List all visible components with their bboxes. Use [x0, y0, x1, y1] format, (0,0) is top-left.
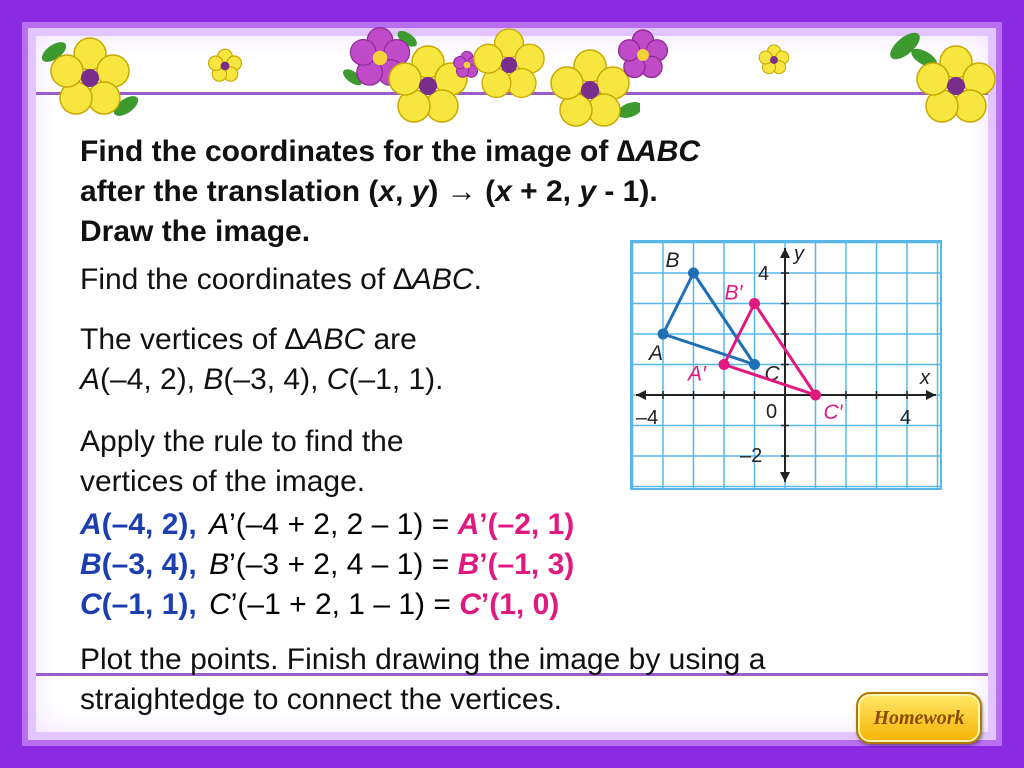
find-coordinates-text: [80, 263, 482, 297]
minus-one: - 1).: [596, 175, 658, 208]
comma: ,: [395, 175, 412, 208]
vertex-c-val: (–1, 1).: [348, 363, 444, 396]
eq-res-val: ’(1, 0): [480, 588, 560, 621]
image-vertex-label: A′: [688, 362, 706, 386]
equation-row-b: [80, 545, 574, 585]
find-coords-b: ABC: [411, 263, 474, 296]
tick-label-neg4: –4: [636, 407, 659, 429]
yellow-flower-icon: [40, 28, 140, 128]
vertex-c-letter: C: [326, 363, 349, 396]
abc-vertex-point: [749, 359, 760, 370]
homework-button[interactable]: Homework: [856, 692, 982, 744]
var-y: y: [411, 175, 429, 208]
vertex-a-letter: A: [80, 363, 101, 396]
apply-line2: vertices of the image.: [80, 465, 366, 498]
tick-label-zero: 0: [766, 401, 778, 423]
eq-prime-letter: B: [209, 548, 230, 581]
image-vertex-point: [810, 390, 821, 401]
eq-res-val: ’(–2, 1): [479, 508, 575, 541]
eq-orig-val: (–3, 4),: [101, 548, 197, 581]
var-x: x: [378, 175, 396, 208]
apply-line1: Apply the rule to find the: [80, 425, 404, 458]
eq-orig-val: (–1, 1),: [101, 588, 197, 621]
equation-row-a: [80, 505, 574, 545]
var-y: y: [579, 175, 596, 208]
eq-expr: ’(–1 + 2, 1 – 1) =: [230, 588, 460, 621]
problem-line3: Draw the image.: [80, 215, 311, 248]
eq-orig-letter: C: [80, 588, 102, 621]
eq-prime-letter: A: [209, 508, 230, 541]
abc-vertex-point: [658, 329, 669, 340]
abc-vertex-label: C: [764, 362, 780, 386]
eq-expr: ’(–3 + 2, 4 – 1) =: [229, 548, 458, 581]
vertices-b: ABC: [303, 323, 366, 356]
y-axis-label: y: [794, 243, 804, 265]
image-vertex-point: [749, 298, 760, 309]
abc-vertex-label: A: [649, 342, 664, 365]
image-vertex-label: C′: [823, 401, 843, 424]
triangle-name: ABC: [635, 135, 701, 168]
small-yellow-flower-icon: [756, 42, 792, 78]
x-axis-label: x: [920, 367, 930, 389]
abc-vertex-point: [688, 268, 699, 279]
find-coords-c: .: [473, 263, 482, 296]
vertices-text: [80, 320, 444, 400]
find-coords-a: Find the coordinates of ∆: [80, 263, 412, 296]
arrow-text: ) → (: [428, 175, 496, 208]
var-x: x: [495, 175, 512, 208]
small-yellow-flower-icon: [205, 46, 245, 86]
vertex-b-letter: B: [203, 363, 224, 396]
equation-row-c: [80, 585, 559, 625]
eq-res-val: ’(–1, 3): [479, 548, 575, 581]
yellow-flower-icon: [906, 36, 1006, 136]
plot-instructions: Plot the points. Finish drawing the image by using a straightedge to connect the vertices.: [80, 643, 766, 716]
vertex-a-val: (–4, 2),: [100, 363, 204, 396]
vertices-a: The vertices of ∆: [80, 323, 304, 356]
abc-vertex-label: B: [665, 249, 680, 272]
tick-label-neg2: –2: [740, 445, 763, 467]
eq-res-letter: C: [459, 588, 481, 621]
tick-label-pos4-y: 4: [758, 263, 770, 285]
problem-statement: [80, 132, 940, 252]
coordinate-graph: [630, 240, 942, 490]
vertices-c: are: [365, 323, 417, 356]
vertex-b-val: (–3, 4),: [223, 363, 327, 396]
plus-two: + 2,: [511, 175, 580, 208]
image-vertex-point: [719, 359, 730, 370]
eq-orig-letter: B: [80, 548, 102, 581]
translation-text: after the translation (: [80, 175, 379, 208]
eq-orig-val: (–4, 2),: [101, 508, 197, 541]
image-vertex-label: B′: [724, 281, 743, 305]
eq-prime-letter: C: [209, 588, 231, 621]
eq-expr: ’(–4 + 2, 2 – 1) =: [229, 508, 458, 541]
eq-orig-letter: A: [80, 508, 102, 541]
eq-res-letter: A: [457, 508, 480, 541]
apply-rule-text: [80, 422, 404, 502]
problem-line1: Find the coordinates for the image of ∆: [80, 135, 636, 168]
tick-label-pos4-x: 4: [900, 407, 912, 429]
eq-res-letter: B: [457, 548, 480, 581]
purple-flower-icon: [610, 22, 676, 88]
